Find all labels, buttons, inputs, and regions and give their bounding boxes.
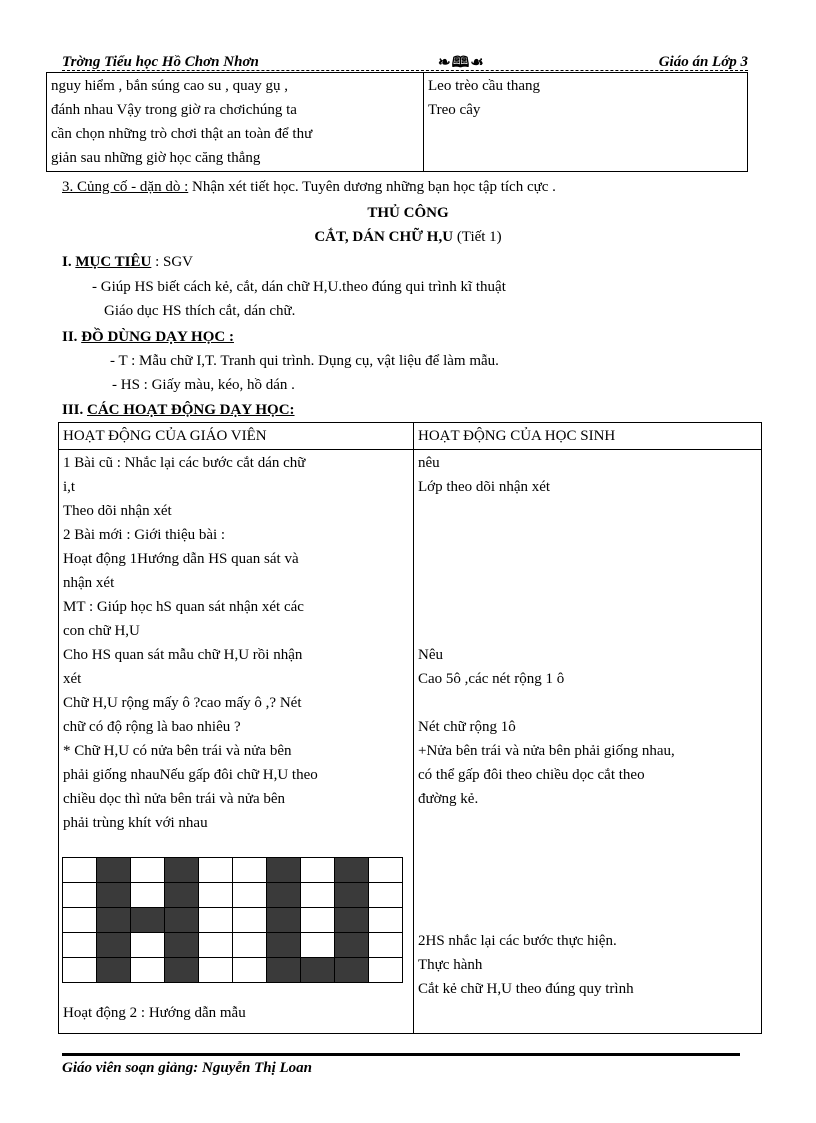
blank-space <box>418 811 757 929</box>
grid-cell-filled <box>267 933 301 958</box>
grid-cell-filled <box>165 883 199 908</box>
grid-cell-filled <box>97 958 131 983</box>
previous-student-cell <box>424 73 748 172</box>
text-line: Nêu <box>418 647 443 664</box>
school-name: Trờng Tiểu học Hồ Chơn Nhơn <box>62 54 259 70</box>
grid-cell-empty <box>63 958 97 983</box>
grid-cell-empty <box>199 958 233 983</box>
section-materials-heading <box>62 327 234 347</box>
text-line: giản sau những giờ học căng thẳng <box>51 150 261 166</box>
blank-space <box>418 691 757 715</box>
section-label: CÁC HOẠT ĐỘNG DẠY HỌC: <box>87 402 295 418</box>
lesson-title <box>0 227 816 247</box>
text-line: chiều dọc thì nửa bên trái và nửa bên <box>63 791 286 808</box>
text-line: Thực hành <box>418 957 483 974</box>
text-line: nhận xét <box>63 575 115 592</box>
text-line: nguy hiểm , bắn súng cao su , quay gụ , <box>51 78 289 94</box>
grid-cell-empty <box>199 933 233 958</box>
blank-space <box>418 499 757 643</box>
section-label: ĐỒ DÙNG DẠY HỌC : <box>81 329 234 345</box>
grid-cell-empty <box>301 933 335 958</box>
text-line: Cắt kẻ chữ H,U theo đúng quy trình <box>418 981 634 998</box>
text-line: đường kẻ. <box>418 791 479 808</box>
grid-cell-filled <box>165 908 199 933</box>
grid-cell-filled <box>267 858 301 883</box>
subject-title: THỦ CÔNG <box>367 205 449 221</box>
grid-cell-empty <box>301 908 335 933</box>
lesson-plan-grade: Giáo án Lớp 3 <box>658 54 748 70</box>
header-rule <box>62 70 748 71</box>
grid-cell-empty <box>369 908 403 933</box>
grid-cell-empty <box>301 858 335 883</box>
section-number: III. <box>62 402 88 418</box>
objective-line: - Giúp HS biết cách kẻ, cắt, dán chữ H,U.theo đúng qui trình kĩ thuật <box>92 279 506 295</box>
grid-cell-filled <box>267 883 301 908</box>
text-line: Hoạt động 1Hướng dẫn HS quan sát và <box>63 551 299 568</box>
grid-cell-filled <box>97 908 131 933</box>
grid-cell-filled <box>97 858 131 883</box>
grid-cell-empty <box>369 933 403 958</box>
section-objectives-heading <box>62 252 193 272</box>
closing-line <box>62 177 556 197</box>
grid-cell-empty <box>199 908 233 933</box>
grid-cell-empty <box>63 933 97 958</box>
text-line: Chữ H,U rộng mấy ô ?cao mấy ô ,? Nét <box>63 695 302 712</box>
materials-line: - T : Mẫu chữ I,T. Tranh qui trình. Dụng cụ, vật liệu để làm mẫu. <box>110 353 499 369</box>
grid-cell-filled <box>335 858 369 883</box>
footer-teacher: Giáo viên soạn giảng: Nguyễn Thị Loan <box>62 1060 313 1076</box>
text-line: cần chọn những trò chơi thật an toàn để thư <box>51 126 313 142</box>
ornament-book-icon: ❧🕮☙ <box>438 55 485 71</box>
text-line: Hoạt động 2 : Hướng dẫn mẫu <box>63 1005 246 1022</box>
text-line: * Chữ H,U có nửa bên trái và nửa bên <box>63 743 292 760</box>
page-header <box>62 52 748 74</box>
grid-cell-filled <box>131 908 165 933</box>
grid-cell-filled <box>267 958 301 983</box>
closing-label: 3. Củng cố - dặn dò : <box>62 179 189 195</box>
teacher-column-header: HOẠT ĐỘNG CỦA GIÁO VIÊN <box>59 423 414 450</box>
grid-cell-empty <box>199 858 233 883</box>
grid-cell-filled <box>335 958 369 983</box>
text-line: Cho HS quan sát mẫu chữ H,U rồi nhận <box>63 647 303 664</box>
grid-cell-filled <box>335 883 369 908</box>
section-number: II. <box>62 329 82 345</box>
text-line: chữ có độ rộng là bao nhiêu ? <box>63 719 241 736</box>
closing-text: Nhận xét tiết học. Tuyên dương những bạn học tập tích cực . <box>188 179 556 195</box>
text-line: +Nửa bên trái và nửa bên phải giống nhau, <box>418 743 675 760</box>
previous-teacher-cell <box>47 73 424 172</box>
section-number: I. <box>62 254 76 270</box>
grid-cell-filled <box>97 933 131 958</box>
grid-cell-filled <box>301 958 335 983</box>
grid-cell-empty <box>369 958 403 983</box>
grid-cell-filled <box>165 858 199 883</box>
text-line: nêu <box>418 455 440 472</box>
student-activities-cell <box>414 450 762 1034</box>
grid-cell-empty <box>63 883 97 908</box>
grid-cell-empty <box>131 858 165 883</box>
lesson-title-main: CẮT, DÁN CHỮ H,U <box>314 229 454 245</box>
grid-cell-empty <box>233 908 267 933</box>
student-column-header: HOẠT ĐỘNG CỦA HỌC SINH <box>414 423 762 450</box>
grid-cell-filled <box>97 883 131 908</box>
text-line: Nét chữ rộng 1ô <box>418 719 516 736</box>
text-line: có thể gấp đôi theo chiều dọc cắt theo <box>418 767 645 784</box>
text-line: Cao 5ô ,các nét rộng 1 ô <box>418 671 565 688</box>
text-line: đánh nhau Vậy trong giờ ra chơichúng ta <box>51 102 297 118</box>
text-line: xét <box>63 671 82 688</box>
letter-h-u-grid <box>62 857 403 983</box>
grid-cell-empty <box>301 883 335 908</box>
text-line: i,t <box>63 479 76 496</box>
grid-cell-filled <box>165 958 199 983</box>
text-line: 2 Bài mới : Giới thiệu bài : <box>63 527 226 544</box>
grid-cell-empty <box>369 883 403 908</box>
text-line: phải giống nhauNếu gấp đôi chữ H,U theo <box>63 767 318 784</box>
text-line: Treo cây <box>428 102 481 118</box>
grid-cell-filled <box>335 933 369 958</box>
text-line: phải trùng khít với nhau <box>63 815 208 832</box>
text-line: MT : Giúp học hS quan sát nhận xét các <box>63 599 304 616</box>
grid-cell-empty <box>233 858 267 883</box>
grid-cell-empty <box>131 958 165 983</box>
text-line: Theo dõi nhận xét <box>63 503 172 520</box>
grid-cell-empty <box>63 908 97 933</box>
section-label: MỤC TIÊU <box>75 254 152 270</box>
section-tail: : SGV <box>151 254 194 270</box>
grid-cell-empty <box>369 858 403 883</box>
grid-cell-empty <box>131 933 165 958</box>
grid-cell-empty <box>233 933 267 958</box>
section-activities-heading <box>62 400 295 420</box>
footer-rule <box>62 1053 740 1056</box>
grid-cell-filled <box>335 908 369 933</box>
grid-cell-empty <box>233 958 267 983</box>
text-line: Leo trèo cầu thang <box>428 78 541 94</box>
grid-cell-empty <box>233 883 267 908</box>
text-line: Lớp theo dõi nhận xét <box>418 479 551 496</box>
grid-cell-empty <box>199 883 233 908</box>
grid-cell-empty <box>63 858 97 883</box>
text-line: 2HS nhắc lại các bước thực hiện. <box>418 933 617 950</box>
grid-cell-filled <box>267 908 301 933</box>
objective-line: Giáo dục HS thích cắt, dán chữ. <box>104 303 296 319</box>
grid-cell-empty <box>131 883 165 908</box>
text-line: 1 Bài cũ : Nhắc lại các bước cắt dán chữ <box>63 455 306 472</box>
text-line: con chữ H,U <box>63 623 140 640</box>
lesson-period: (Tiết 1) <box>453 229 502 245</box>
previous-activity-table <box>46 72 748 172</box>
grid-cell-filled <box>165 933 199 958</box>
materials-line: - HS : Giấy màu, kéo, hồ dán . <box>112 377 295 393</box>
